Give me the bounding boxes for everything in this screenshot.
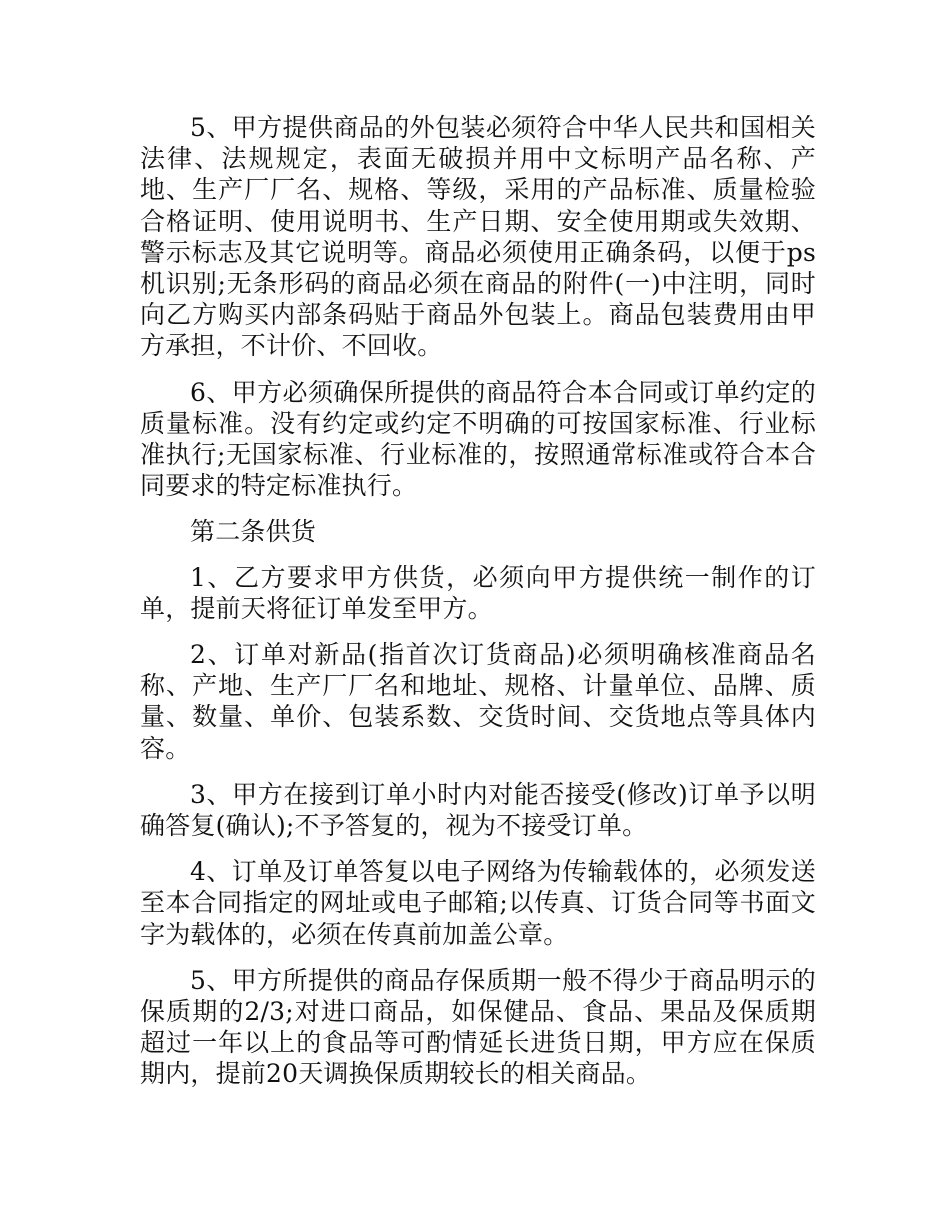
clause-paragraph: 4、订单及订单答复以电子网络为传输载体的，必须发送至本合同指定的网址或电子邮箱;以传真、订货合同等书面文字为载体的，必须在传真前加盖公章。 bbox=[140, 857, 816, 949]
clause-paragraph: 1、乙方要求甲方供货，必须向甲方提供统一制作的订单，提前天将征订单发至甲方。 bbox=[140, 562, 816, 623]
clause-paragraph: 6、甲方必须确保所提供的商品符合本合同或订单约定的质量标准。没有约定或约定不明确的可按国家标准、行业标准执行;无国家标准、行业标准的，按照通常标准或符合本合同要求的特定标准执行。 bbox=[140, 377, 816, 501]
clause-paragraph: 5、甲方提供商品的外包装必须符合中华人民共和国相关法律、法规规定，表面无破损并用中文标明产品名称、产地、生产厂厂名、规格、等级，采用的产品标准、质量检验合格证明、使用说明书、生产日期、安全使用期或失效期、警示标志及其它说明等。商品必须使用正确条码，以便于ps机识别;无条形码的商品必须在商品的附件(一)中注明，同时向乙方购买内部条码贴于商品外包装上。商品包装费用由甲方承担，不计价、不回收。 bbox=[140, 113, 816, 361]
section-heading: 第二条供货 bbox=[190, 517, 317, 547]
clause-paragraph: 3、甲方在接到订单小时内对能否接受(修改)订单予以明确答复(确认);不予答复的，视为不接受订单。 bbox=[140, 779, 816, 841]
clause-paragraph: 5、甲方所提供的商品存保质期一般不得少于商品明示的保质期的2/3;对进口商品，如保健品、食品、果品及保质期超过一年以上的食品等可酌情延长进货日期，甲方应在保质期内，提前20天调换保质期较长的相关商品。 bbox=[140, 965, 816, 1089]
document-body bbox=[140, 112, 816, 1105]
clause-paragraph: 2、订单对新品(指首次订货商品)必须明确核准商品名称、产地、生产厂厂名和地址、规格、计量单位、品牌、质量、数量、单价、包装系数、交货时间、交货地点等具体内容。 bbox=[140, 640, 816, 763]
